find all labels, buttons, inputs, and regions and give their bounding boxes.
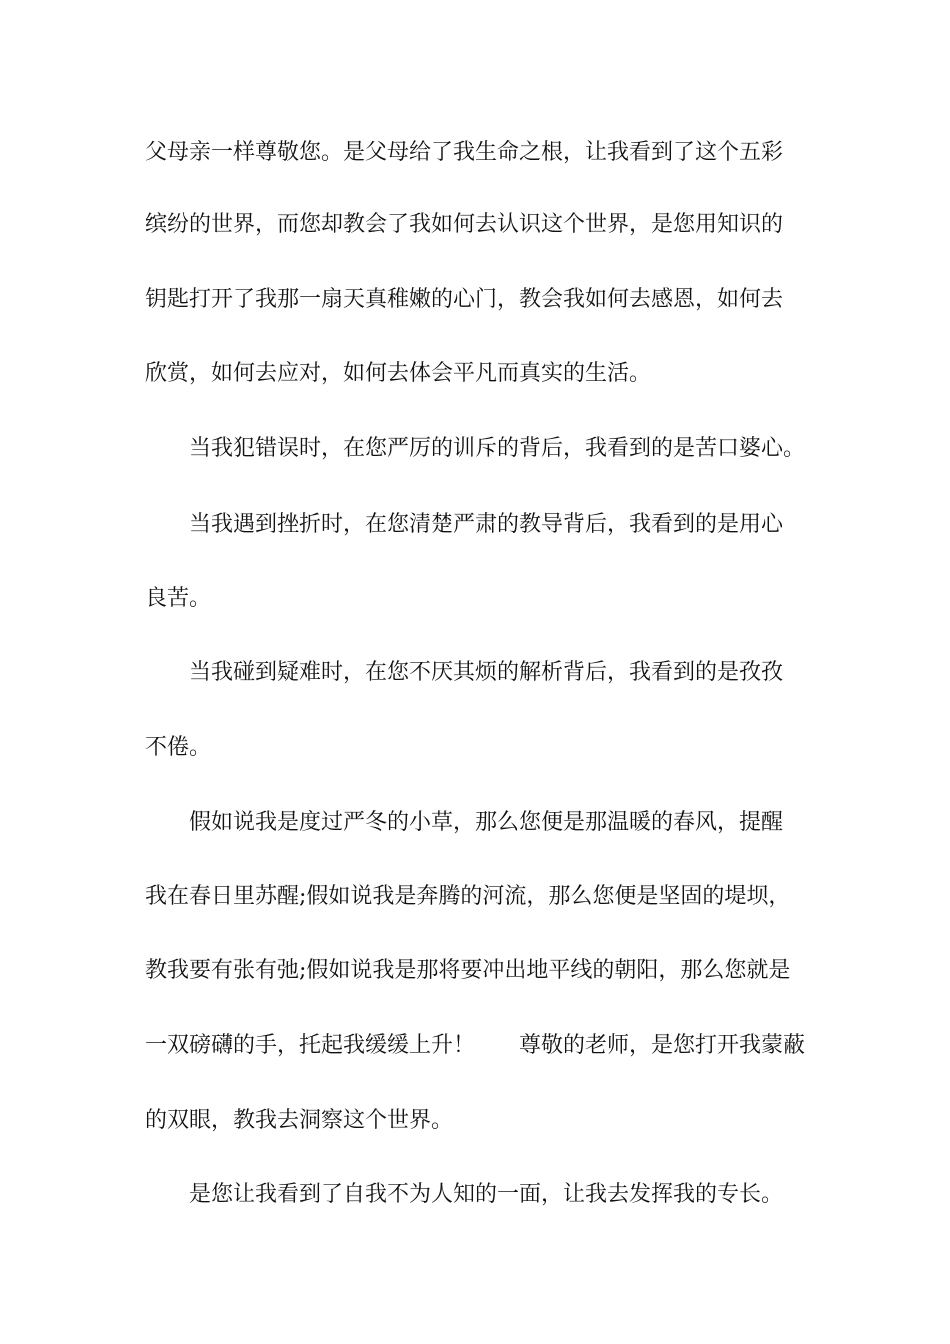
text-line: 当我犯错误时，在您严厉的训斥的背后，我看到的是苦口婆心。 xyxy=(189,436,806,461)
text-line: 是您让我看到了自我不为人知的一面，让我去发挥我的专长。 xyxy=(189,1182,784,1207)
text-line: 欣赏，如何去应对，如何去体会平凡而真实的生活。 xyxy=(145,361,652,386)
text-line: 不倦。 xyxy=(145,735,212,760)
text-line: 教我要有张有弛;假如说我是那将要冲出地平线的朝阳，那么您就是 xyxy=(145,958,791,983)
text-line: 一双磅礴的手，托起我缓缓上升！ 尊敬的老师，是您打开我蒙蔽 xyxy=(145,1033,806,1058)
text-line: 当我碰到疑难时，在您不厌其烦的解析背后，我看到的是孜孜 xyxy=(189,660,784,685)
text-line: 的双眼，教我去洞察这个世界。 xyxy=(145,1108,454,1133)
text-line: 钥匙打开了我那一扇天真稚嫩的心门，教会我如何去感恩，如何去 xyxy=(145,287,784,312)
text-line: 我在春日里苏醒;假如说我是奔腾的河流，那么您便是坚固的堤坝， xyxy=(145,884,791,909)
text-line: 缤纷的世界，而您却教会了我如何去认识这个世界，是您用知识的 xyxy=(145,212,784,237)
text-line: 假如说我是度过严冬的小草，那么您便是那温暖的春风，提醒 xyxy=(189,810,784,835)
text-line: 当我遇到挫折时，在您清楚严肃的教导背后，我看到的是用心 xyxy=(189,512,784,537)
text-line: 父母亲一样尊敬您。是父母给了我生命之根，让我看到了这个五彩 xyxy=(145,140,784,165)
text-line: 良苦。 xyxy=(145,586,212,611)
